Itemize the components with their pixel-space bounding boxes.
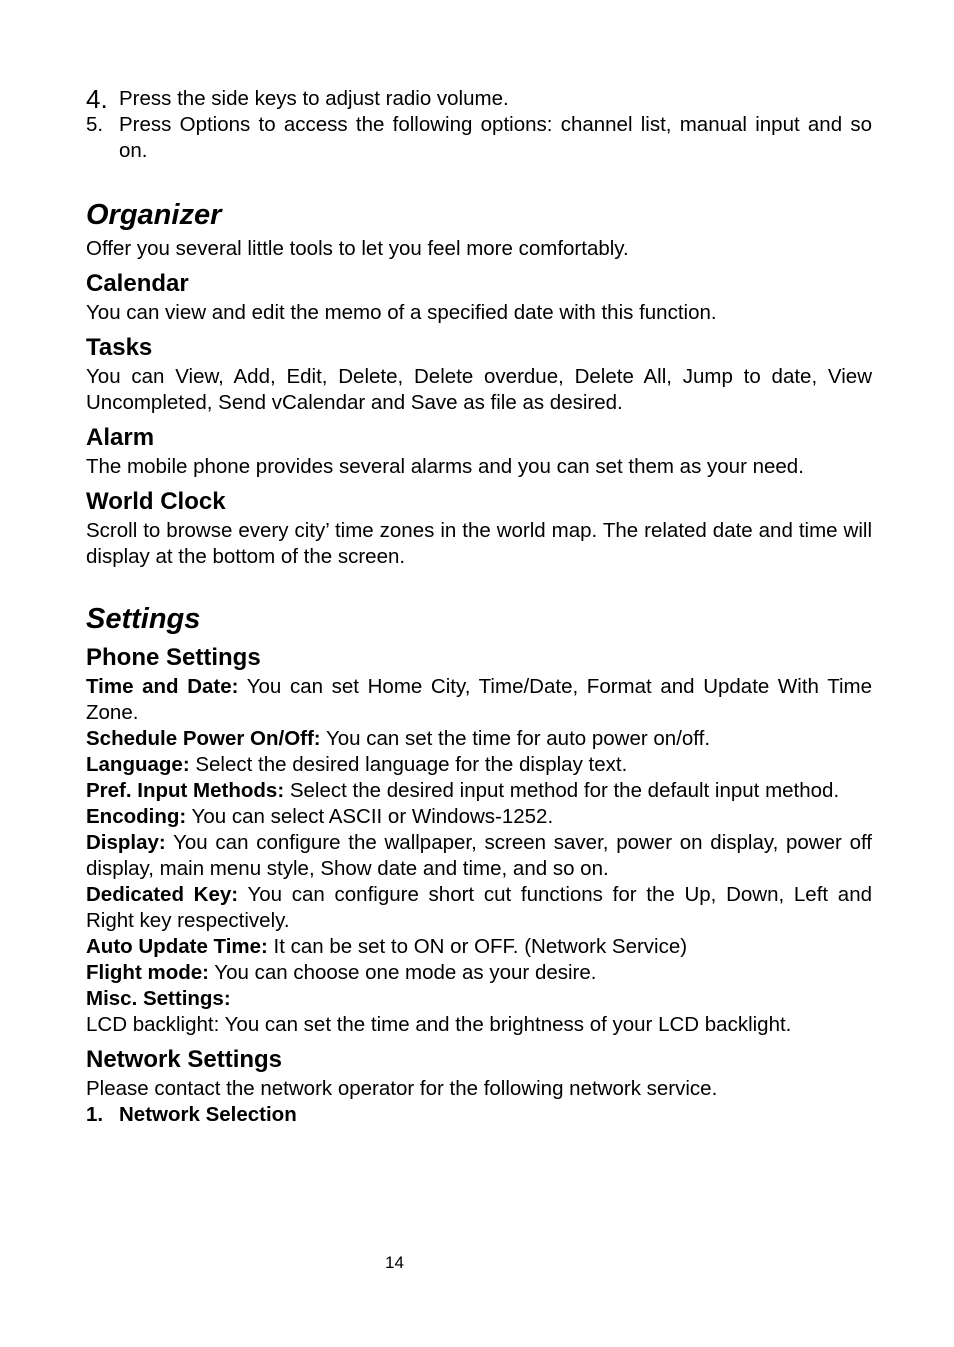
calendar-text: You can view and edit the memo of a specified date with this function. [86,301,717,324]
setting-item [86,804,872,830]
setting-desc: You can configure the wallpaper, screen saver, power on display, power off display, main menu style, Show date and time, and so on. [86,831,872,880]
setting-term: Time and Date: [86,675,239,698]
list-number: 1. [86,1103,104,1126]
setting-item [86,778,872,804]
section-heading-settings: Settings [86,603,201,635]
setting-item [86,934,872,960]
setting-desc: You can choose one mode as your desire. [208,961,597,984]
subheading-network-settings: Network Settings [86,1046,283,1073]
list-item [86,86,872,112]
setting-desc: Select the desired input method for the default input method. [284,779,840,802]
subheading-phone-settings: Phone Settings [86,644,261,671]
list-text: Press the side keys to adjust radio volume. [119,87,509,110]
list-number: 4. [86,84,108,114]
setting-term: Language: [86,753,190,776]
setting-term: Encoding: [86,805,187,828]
setting-term: Display: [86,831,166,854]
network-selection-label: Network Selection [119,1103,297,1126]
setting-item [86,830,872,882]
setting-term: Misc. Settings: [86,987,231,1010]
world-clock-text: Scroll to browse every city’ time zones in the world map. The related date and time will display at the bottom of the screen. [86,519,872,568]
subheading-tasks: Tasks [86,334,153,361]
subheading-calendar: Calendar [86,270,189,297]
network-intro: Please contact the network operator for the following network service. [86,1077,718,1100]
list-number: 5. [86,113,104,136]
setting-term: Auto Update Time: [86,935,268,958]
setting-term: Pref. Input Methods: [86,779,285,802]
page-number: 14 [385,1253,404,1272]
setting-desc: You can set the time for auto power on/off. [320,727,711,750]
setting-term: Dedicated Key: [86,883,239,906]
organizer-intro: Offer you several little tools to let you feel more comfortably. [86,237,629,260]
setting-desc: You can set Home City, Time/Date, Format and Update With Time Zone. [86,675,872,724]
setting-term: Schedule Power On/Off: [86,727,321,750]
section-heading-organizer: Organizer [86,199,222,231]
setting-item [86,674,872,726]
alarm-text: The mobile phone provides several alarms and you can set them as your need. [86,455,804,478]
setting-desc: You can select ASCII or Windows-1252. [186,805,554,828]
setting-desc: Select the desired language for the display text. [189,753,628,776]
lcd-backlight-note: LCD backlight: You can set the time and the brightness of your LCD backlight. [86,1013,792,1036]
setting-item [86,986,872,1012]
network-list-item [86,1102,872,1128]
setting-item [86,726,872,752]
setting-item [86,752,872,778]
subheading-alarm: Alarm [86,424,155,451]
setting-desc: It can be set to ON or OFF. (Network Service) [267,935,688,958]
setting-term: Flight mode: [86,961,209,984]
list-text: Press Options to access the following options: channel list, manual input and so on. [119,113,872,162]
list-item [86,112,872,164]
setting-item [86,960,872,986]
subheading-world-clock: World Clock [86,488,226,515]
setting-item [86,882,872,934]
document-page [86,86,872,1128]
setting-desc: You can configure short cut functions for the Up, Down, Left and Right key respectively. [86,883,872,932]
tasks-text: You can View, Add, Edit, Delete, Delete overdue, Delete All, Jump to date, View Uncompleted, Send vCalendar and Save as file as desired. [86,365,872,414]
